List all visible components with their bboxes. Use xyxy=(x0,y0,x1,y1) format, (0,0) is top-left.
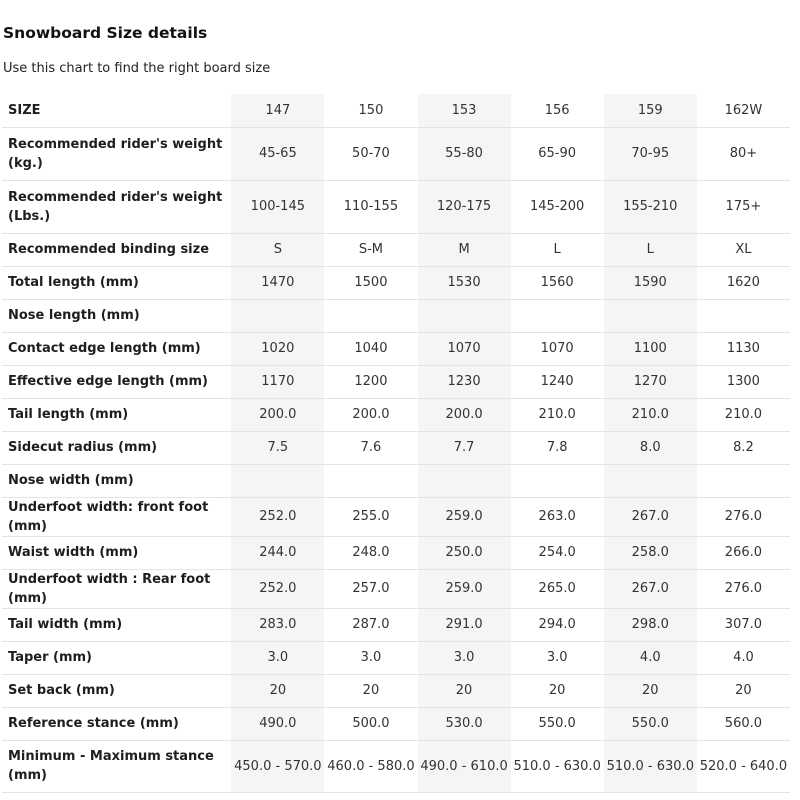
table-cell: 298.0 xyxy=(604,608,697,641)
table-cell: 45-65 xyxy=(231,127,324,180)
table-cell: 252.0 xyxy=(231,497,324,536)
table-cell xyxy=(324,464,417,497)
table-cell: L xyxy=(604,233,697,266)
table-cell: 490.0 xyxy=(231,707,324,740)
table-cell: 80+ xyxy=(697,127,790,180)
table-row xyxy=(2,127,790,180)
table-cell: 175+ xyxy=(697,180,790,233)
size-chart-body xyxy=(2,94,790,792)
table-cell: 70-95 xyxy=(604,127,697,180)
table-cell: 1040 xyxy=(324,332,417,365)
table-cell: 3.0 xyxy=(511,641,604,674)
row-label: Recommended binding size xyxy=(2,233,231,266)
table-row xyxy=(2,674,790,707)
table-cell: 3.0 xyxy=(418,641,511,674)
row-label: Recommended rider's weight (kg.) xyxy=(2,127,231,180)
table-cell: 265.0 xyxy=(511,569,604,608)
table-cell: 55-80 xyxy=(418,127,511,180)
table-cell: 294.0 xyxy=(511,608,604,641)
table-cell xyxy=(231,464,324,497)
table-cell: 250.0 xyxy=(418,536,511,569)
table-cell: 248.0 xyxy=(324,536,417,569)
table-row xyxy=(2,398,790,431)
table-cell xyxy=(418,299,511,332)
row-label: Underfoot width : Rear foot (mm) xyxy=(2,569,231,608)
table-row xyxy=(2,431,790,464)
table-cell xyxy=(604,299,697,332)
page-subtitle: Use this chart to find the right board size xyxy=(3,61,271,76)
table-header-row xyxy=(2,94,790,127)
table-cell: 276.0 xyxy=(697,497,790,536)
table-cell: 1130 xyxy=(697,332,790,365)
size-header-cell: 150 xyxy=(324,94,417,127)
table-cell: 110-155 xyxy=(324,180,417,233)
size-header-cell: 162W xyxy=(697,94,790,127)
row-label: Sidecut radius (mm) xyxy=(2,431,231,464)
table-cell: 100-145 xyxy=(231,180,324,233)
table-cell: 510.0 - 630.0 xyxy=(604,740,697,792)
table-row xyxy=(2,707,790,740)
table-cell: 20 xyxy=(324,674,417,707)
table-cell: 1200 xyxy=(324,365,417,398)
table-cell: 252.0 xyxy=(231,569,324,608)
row-label: Total length (mm) xyxy=(2,266,231,299)
table-cell: 1530 xyxy=(418,266,511,299)
table-cell xyxy=(418,464,511,497)
table-cell: S-M xyxy=(324,233,417,266)
table-cell: 3.0 xyxy=(324,641,417,674)
table-cell: 254.0 xyxy=(511,536,604,569)
table-cell: 550.0 xyxy=(604,707,697,740)
table-cell: 1300 xyxy=(697,365,790,398)
table-cell: 50-70 xyxy=(324,127,417,180)
table-cell: 3.0 xyxy=(231,641,324,674)
table-cell: 145-200 xyxy=(511,180,604,233)
table-cell: 259.0 xyxy=(418,497,511,536)
table-row xyxy=(2,299,790,332)
table-cell: 263.0 xyxy=(511,497,604,536)
table-cell: 1590 xyxy=(604,266,697,299)
table-cell xyxy=(511,464,604,497)
row-label: Tail width (mm) xyxy=(2,608,231,641)
row-label: Effective edge length (mm) xyxy=(2,365,231,398)
table-cell: 210.0 xyxy=(604,398,697,431)
table-cell: 259.0 xyxy=(418,569,511,608)
table-cell xyxy=(511,299,604,332)
row-label: Tail length (mm) xyxy=(2,398,231,431)
table-cell: 20 xyxy=(697,674,790,707)
table-cell: 120-175 xyxy=(418,180,511,233)
table-cell: 4.0 xyxy=(604,641,697,674)
table-row xyxy=(2,569,790,608)
table-cell: 200.0 xyxy=(324,398,417,431)
table-row xyxy=(2,464,790,497)
table-cell: 1240 xyxy=(511,365,604,398)
table-cell: 1070 xyxy=(418,332,511,365)
table-cell: 283.0 xyxy=(231,608,324,641)
table-cell: 266.0 xyxy=(697,536,790,569)
table-cell: 1070 xyxy=(511,332,604,365)
table-cell: 276.0 xyxy=(697,569,790,608)
table-cell: 7.6 xyxy=(324,431,417,464)
table-cell: 450.0 - 570.0 xyxy=(231,740,324,792)
table-cell xyxy=(604,464,697,497)
table-cell: 210.0 xyxy=(511,398,604,431)
table-cell: XL xyxy=(697,233,790,266)
table-cell: 200.0 xyxy=(418,398,511,431)
table-cell: 550.0 xyxy=(511,707,604,740)
table-cell: 1560 xyxy=(511,266,604,299)
table-cell xyxy=(697,299,790,332)
table-cell: 210.0 xyxy=(697,398,790,431)
table-cell: M xyxy=(418,233,511,266)
table-row xyxy=(2,180,790,233)
table-row xyxy=(2,365,790,398)
row-label: Recommended rider's weight (Lbs.) xyxy=(2,180,231,233)
table-row xyxy=(2,497,790,536)
table-cell: S xyxy=(231,233,324,266)
size-header-cell: 156 xyxy=(511,94,604,127)
table-cell: 1170 xyxy=(231,365,324,398)
table-cell: 530.0 xyxy=(418,707,511,740)
table-cell: 307.0 xyxy=(697,608,790,641)
table-cell: 520.0 - 640.0 xyxy=(697,740,790,792)
table-cell: 1270 xyxy=(604,365,697,398)
table-cell: 1470 xyxy=(231,266,324,299)
table-cell: 560.0 xyxy=(697,707,790,740)
table-cell: 7.7 xyxy=(418,431,511,464)
table-row xyxy=(2,641,790,674)
row-label: Contact edge length (mm) xyxy=(2,332,231,365)
row-label: Nose width (mm) xyxy=(2,464,231,497)
table-cell: 258.0 xyxy=(604,536,697,569)
table-cell: 287.0 xyxy=(324,608,417,641)
table-cell xyxy=(324,299,417,332)
table-cell: 460.0 - 580.0 xyxy=(324,740,417,792)
table-row xyxy=(2,266,790,299)
table-row xyxy=(2,740,790,792)
table-cell: 65-90 xyxy=(511,127,604,180)
table-cell: 7.5 xyxy=(231,431,324,464)
table-row xyxy=(2,233,790,266)
table-cell: 8.2 xyxy=(697,431,790,464)
table-cell: 7.8 xyxy=(511,431,604,464)
page-title: Snowboard Size details xyxy=(3,24,208,42)
table-cell: 257.0 xyxy=(324,569,417,608)
table-cell: 1020 xyxy=(231,332,324,365)
table-cell: 267.0 xyxy=(604,497,697,536)
table-cell: 1230 xyxy=(418,365,511,398)
size-header-cell: 153 xyxy=(418,94,511,127)
table-cell: 8.0 xyxy=(604,431,697,464)
row-label: Nose length (mm) xyxy=(2,299,231,332)
table-cell: L xyxy=(511,233,604,266)
table-cell: 20 xyxy=(231,674,324,707)
table-row xyxy=(2,332,790,365)
table-cell: 291.0 xyxy=(418,608,511,641)
size-header-cell: 147 xyxy=(231,94,324,127)
table-row xyxy=(2,536,790,569)
row-label: Reference stance (mm) xyxy=(2,707,231,740)
row-label: Waist width (mm) xyxy=(2,536,231,569)
size-chart-table xyxy=(2,94,790,793)
table-cell: 490.0 - 610.0 xyxy=(418,740,511,792)
table-cell: 500.0 xyxy=(324,707,417,740)
row-label: SIZE xyxy=(2,94,231,127)
table-cell: 1500 xyxy=(324,266,417,299)
table-cell: 4.0 xyxy=(697,641,790,674)
table-cell: 20 xyxy=(511,674,604,707)
table-cell: 155-210 xyxy=(604,180,697,233)
table-cell: 1620 xyxy=(697,266,790,299)
table-cell: 20 xyxy=(418,674,511,707)
size-header-cell: 159 xyxy=(604,94,697,127)
table-cell: 510.0 - 630.0 xyxy=(511,740,604,792)
table-cell: 267.0 xyxy=(604,569,697,608)
row-label: Set back (mm) xyxy=(2,674,231,707)
table-cell: 200.0 xyxy=(231,398,324,431)
row-label: Minimum - Maximum stance (mm) xyxy=(2,740,231,792)
table-cell: 20 xyxy=(604,674,697,707)
table-cell: 255.0 xyxy=(324,497,417,536)
table-cell: 1100 xyxy=(604,332,697,365)
row-label: Underfoot width: front foot (mm) xyxy=(2,497,231,536)
table-cell xyxy=(697,464,790,497)
table-cell xyxy=(231,299,324,332)
table-cell: 244.0 xyxy=(231,536,324,569)
row-label: Taper (mm) xyxy=(2,641,231,674)
table-row xyxy=(2,608,790,641)
